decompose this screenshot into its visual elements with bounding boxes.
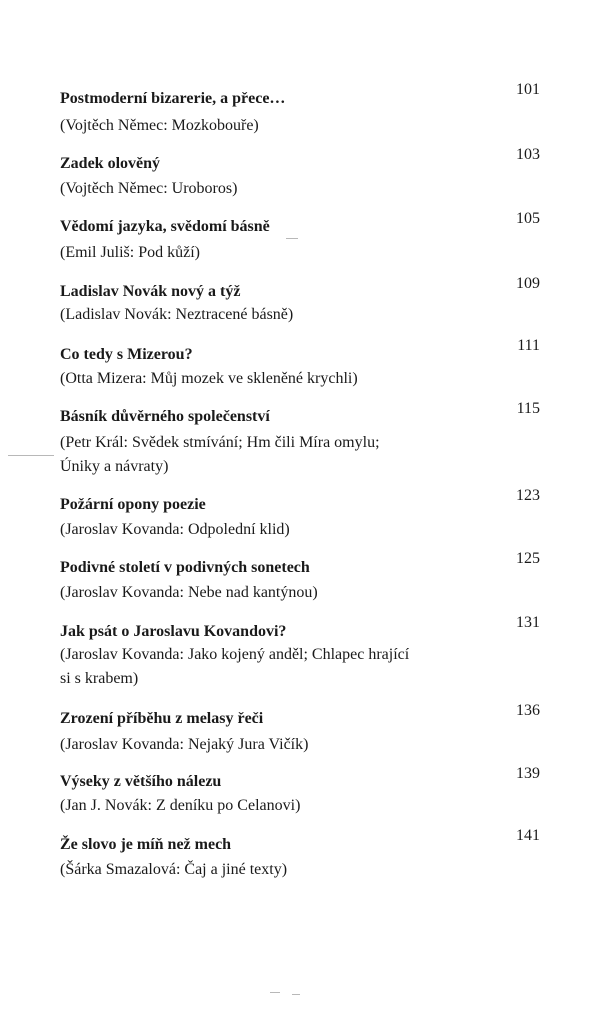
entry-title: Básník důvěrného společenství (60, 408, 270, 425)
entry-page-number: 123 (516, 487, 540, 504)
entry-page-number: 136 (516, 702, 540, 719)
entry-page-number: 111 (517, 337, 540, 354)
entry-subtitle: (Petr Král: Svědek stmívání; Hm čili Míra omylu; (60, 434, 380, 451)
entry-subtitle-continued: Úniky a návraty) (60, 458, 169, 475)
entry-subtitle: (Jaroslav Kovanda: Odpolední klid) (60, 521, 290, 538)
entry-page-number: 109 (516, 275, 540, 292)
scan-mark (270, 992, 280, 993)
entry-subtitle: (Emil Juliš: Pod kůží) (60, 244, 200, 261)
entry-page-number: 131 (516, 614, 540, 631)
entry-title: Podivné století v podivných sonetech (60, 559, 310, 576)
entry-subtitle: (Vojtěch Němec: Uroboros) (60, 180, 238, 197)
entry-subtitle: (Otta Mizera: Můj mozek ve skleněné krychli) (60, 370, 358, 387)
entry-page-number: 115 (516, 400, 540, 417)
scan-mark (286, 238, 298, 239)
entry-page-number: 141 (516, 827, 540, 844)
entry-subtitle: (Jaroslav Kovanda: Jako kojený anděl; Chlapec hrající (60, 646, 410, 663)
entry-subtitle: (Jan J. Novák: Z deníku po Celanovi) (60, 797, 301, 814)
entry-title: Postmoderní bizarerie, a přece… (60, 90, 286, 107)
entry-title: Co tedy s Mizerou? (60, 346, 193, 363)
scan-mark (8, 455, 54, 456)
entry-page-number: 105 (516, 210, 540, 227)
entry-page-number: 125 (516, 550, 540, 567)
entry-subtitle: (Vojtěch Němec: Mozkobouře) (60, 117, 259, 134)
entry-subtitle: (Šárka Smazalová: Čaj a jiné texty) (60, 861, 288, 878)
entry-title: Výseky z většího nálezu (60, 773, 222, 790)
entry-subtitle: (Jaroslav Kovanda: Nejaký Jura Vičík) (60, 736, 309, 753)
entry-subtitle: (Jaroslav Kovanda: Nebe nad kantýnou) (60, 584, 318, 601)
entry-title: Zrození příběhu z melasy řeči (60, 710, 264, 727)
entry-title: Požární opony poezie (60, 496, 206, 513)
entry-title: Že slovo je míň než mech (60, 836, 232, 853)
entry-title: Vědomí jazyka, svědomí básně (60, 218, 270, 235)
entry-title: Jak psát o Jaroslavu Kovandovi? (60, 623, 287, 640)
entry-page-number: 103 (516, 146, 540, 163)
entry-page-number: 101 (516, 81, 540, 98)
entry-title: Zadek olověný (60, 155, 161, 172)
scan-mark (292, 994, 300, 995)
entry-title: Ladislav Novák nový a týž (60, 283, 241, 300)
entry-page-number: 139 (516, 765, 540, 782)
entry-subtitle: (Ladislav Novák: Neztracené básně) (60, 306, 294, 323)
entry-subtitle-continued: si s krabem) (60, 670, 139, 687)
